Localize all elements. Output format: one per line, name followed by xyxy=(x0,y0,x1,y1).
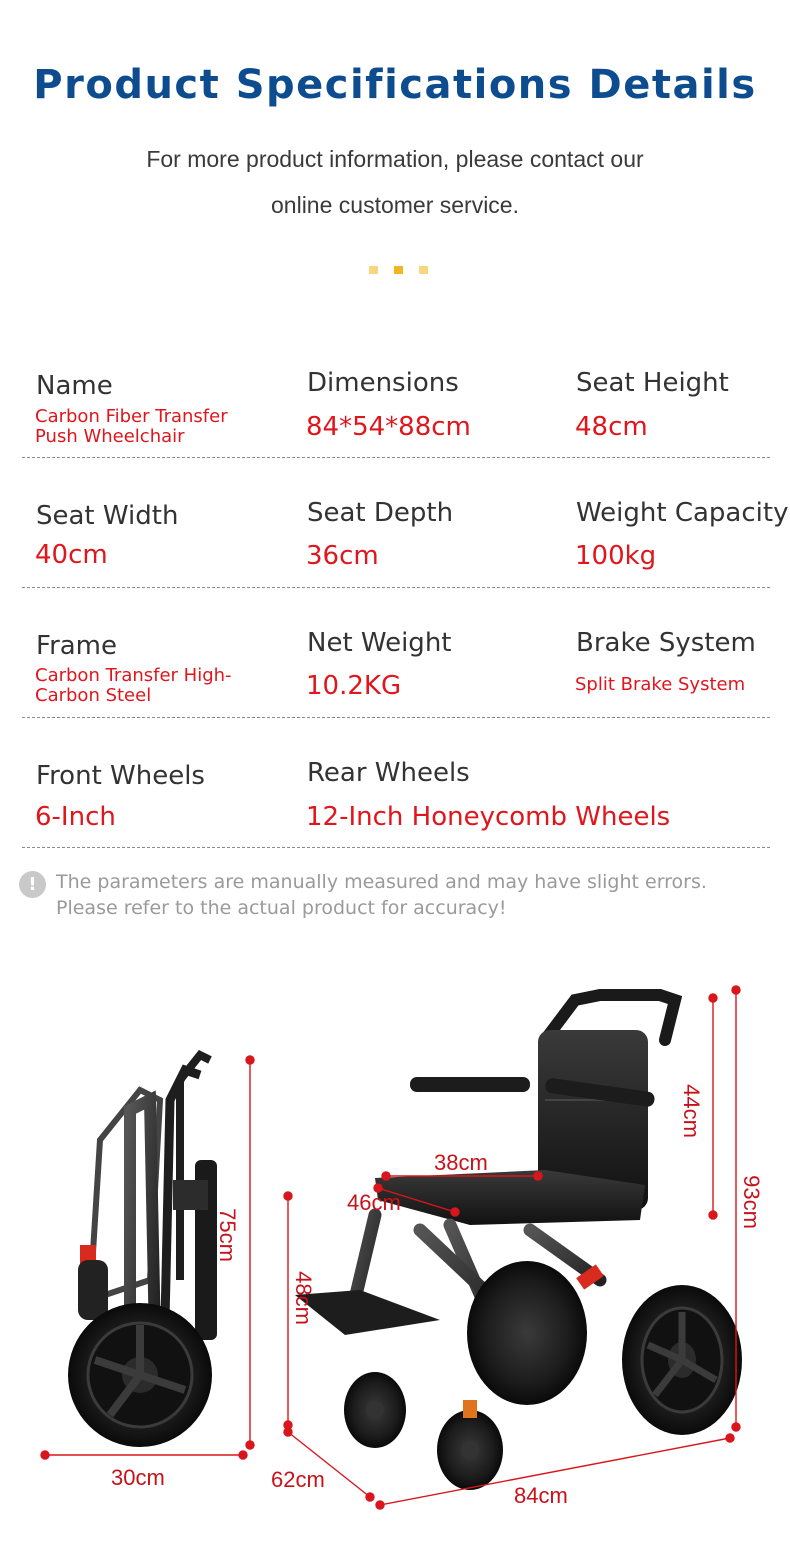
page-subtitle-line2: online customer service. xyxy=(271,192,519,218)
dim-seat-width: 46cm xyxy=(347,1190,401,1215)
dim-seat-depth: 38cm xyxy=(434,1150,488,1175)
divider xyxy=(22,847,770,848)
spec-value-weight-capacity: 100kg xyxy=(575,541,657,571)
spec-label-front-wheels: Front Wheels xyxy=(36,761,205,791)
dim-total-height: 93cm xyxy=(738,1175,764,1229)
divider xyxy=(22,717,770,718)
dimension-figure xyxy=(0,960,790,1560)
dim-width: 62cm xyxy=(271,1467,325,1492)
dot-center xyxy=(394,266,403,274)
dot-left xyxy=(369,266,378,274)
spec-value-seat-depth: 36cm xyxy=(306,541,379,571)
rear-wheel-back xyxy=(467,1261,587,1405)
note-line2: Please refer to the actual product for accuracy! xyxy=(56,897,507,919)
divider xyxy=(22,457,770,458)
dim-backrest-height: 44cm xyxy=(678,1084,704,1138)
dot-right xyxy=(419,266,428,274)
dim-folded-width: 30cm xyxy=(111,1465,165,1490)
dim-length: 84cm xyxy=(514,1483,568,1508)
spec-label-rear-wheels: Rear Wheels xyxy=(307,758,470,788)
page-subtitle-line1: For more product information, please contact our xyxy=(146,146,644,172)
dim-folded-height: 75cm xyxy=(214,1208,240,1262)
spec-value-front-wheels: 6-Inch xyxy=(35,802,116,832)
spec-label-name: Name xyxy=(36,371,113,401)
spec-label-weight-capacity: Weight Capacity xyxy=(576,498,789,528)
exclamation-icon: ! xyxy=(19,871,46,898)
armrest xyxy=(410,1077,530,1092)
unfolded-wheelchair xyxy=(295,995,742,1490)
note-line1: The parameters are manually measured and may have slight errors. xyxy=(56,871,707,893)
spec-label-net-weight: Net Weight xyxy=(307,628,452,658)
dim-seat-height: 48cm xyxy=(290,1271,316,1325)
divider xyxy=(22,587,770,588)
page-title: Product Specifications Details xyxy=(33,62,757,108)
spec-label-dimensions: Dimensions xyxy=(307,368,459,398)
spec-value-name: Carbon Fiber Transfer Push Wheelchair xyxy=(35,406,228,447)
spec-label-seat-width: Seat Width xyxy=(36,501,179,531)
spec-label-brake-system: Brake System xyxy=(576,628,756,658)
spec-label-seat-height: Seat Height xyxy=(576,368,729,398)
spec-value-rear-wheels: 12-Inch Honeycomb Wheels xyxy=(306,802,671,832)
folded-wheelchair xyxy=(68,1055,217,1447)
spec-value-net-weight: 10.2KG xyxy=(306,671,402,701)
spec-value-seat-height: 48cm xyxy=(575,412,648,442)
spec-value-dimensions: 84*54*88cm xyxy=(306,412,471,442)
spec-value-frame: Carbon Transfer High-Carbon Steel xyxy=(35,665,232,706)
spec-value-brake-system: Split Brake System xyxy=(575,674,746,695)
spec-label-seat-depth: Seat Depth xyxy=(307,498,454,528)
spec-value-seat-width: 40cm xyxy=(35,540,108,570)
footrest xyxy=(295,1290,440,1335)
spec-label-frame: Frame xyxy=(36,631,118,661)
